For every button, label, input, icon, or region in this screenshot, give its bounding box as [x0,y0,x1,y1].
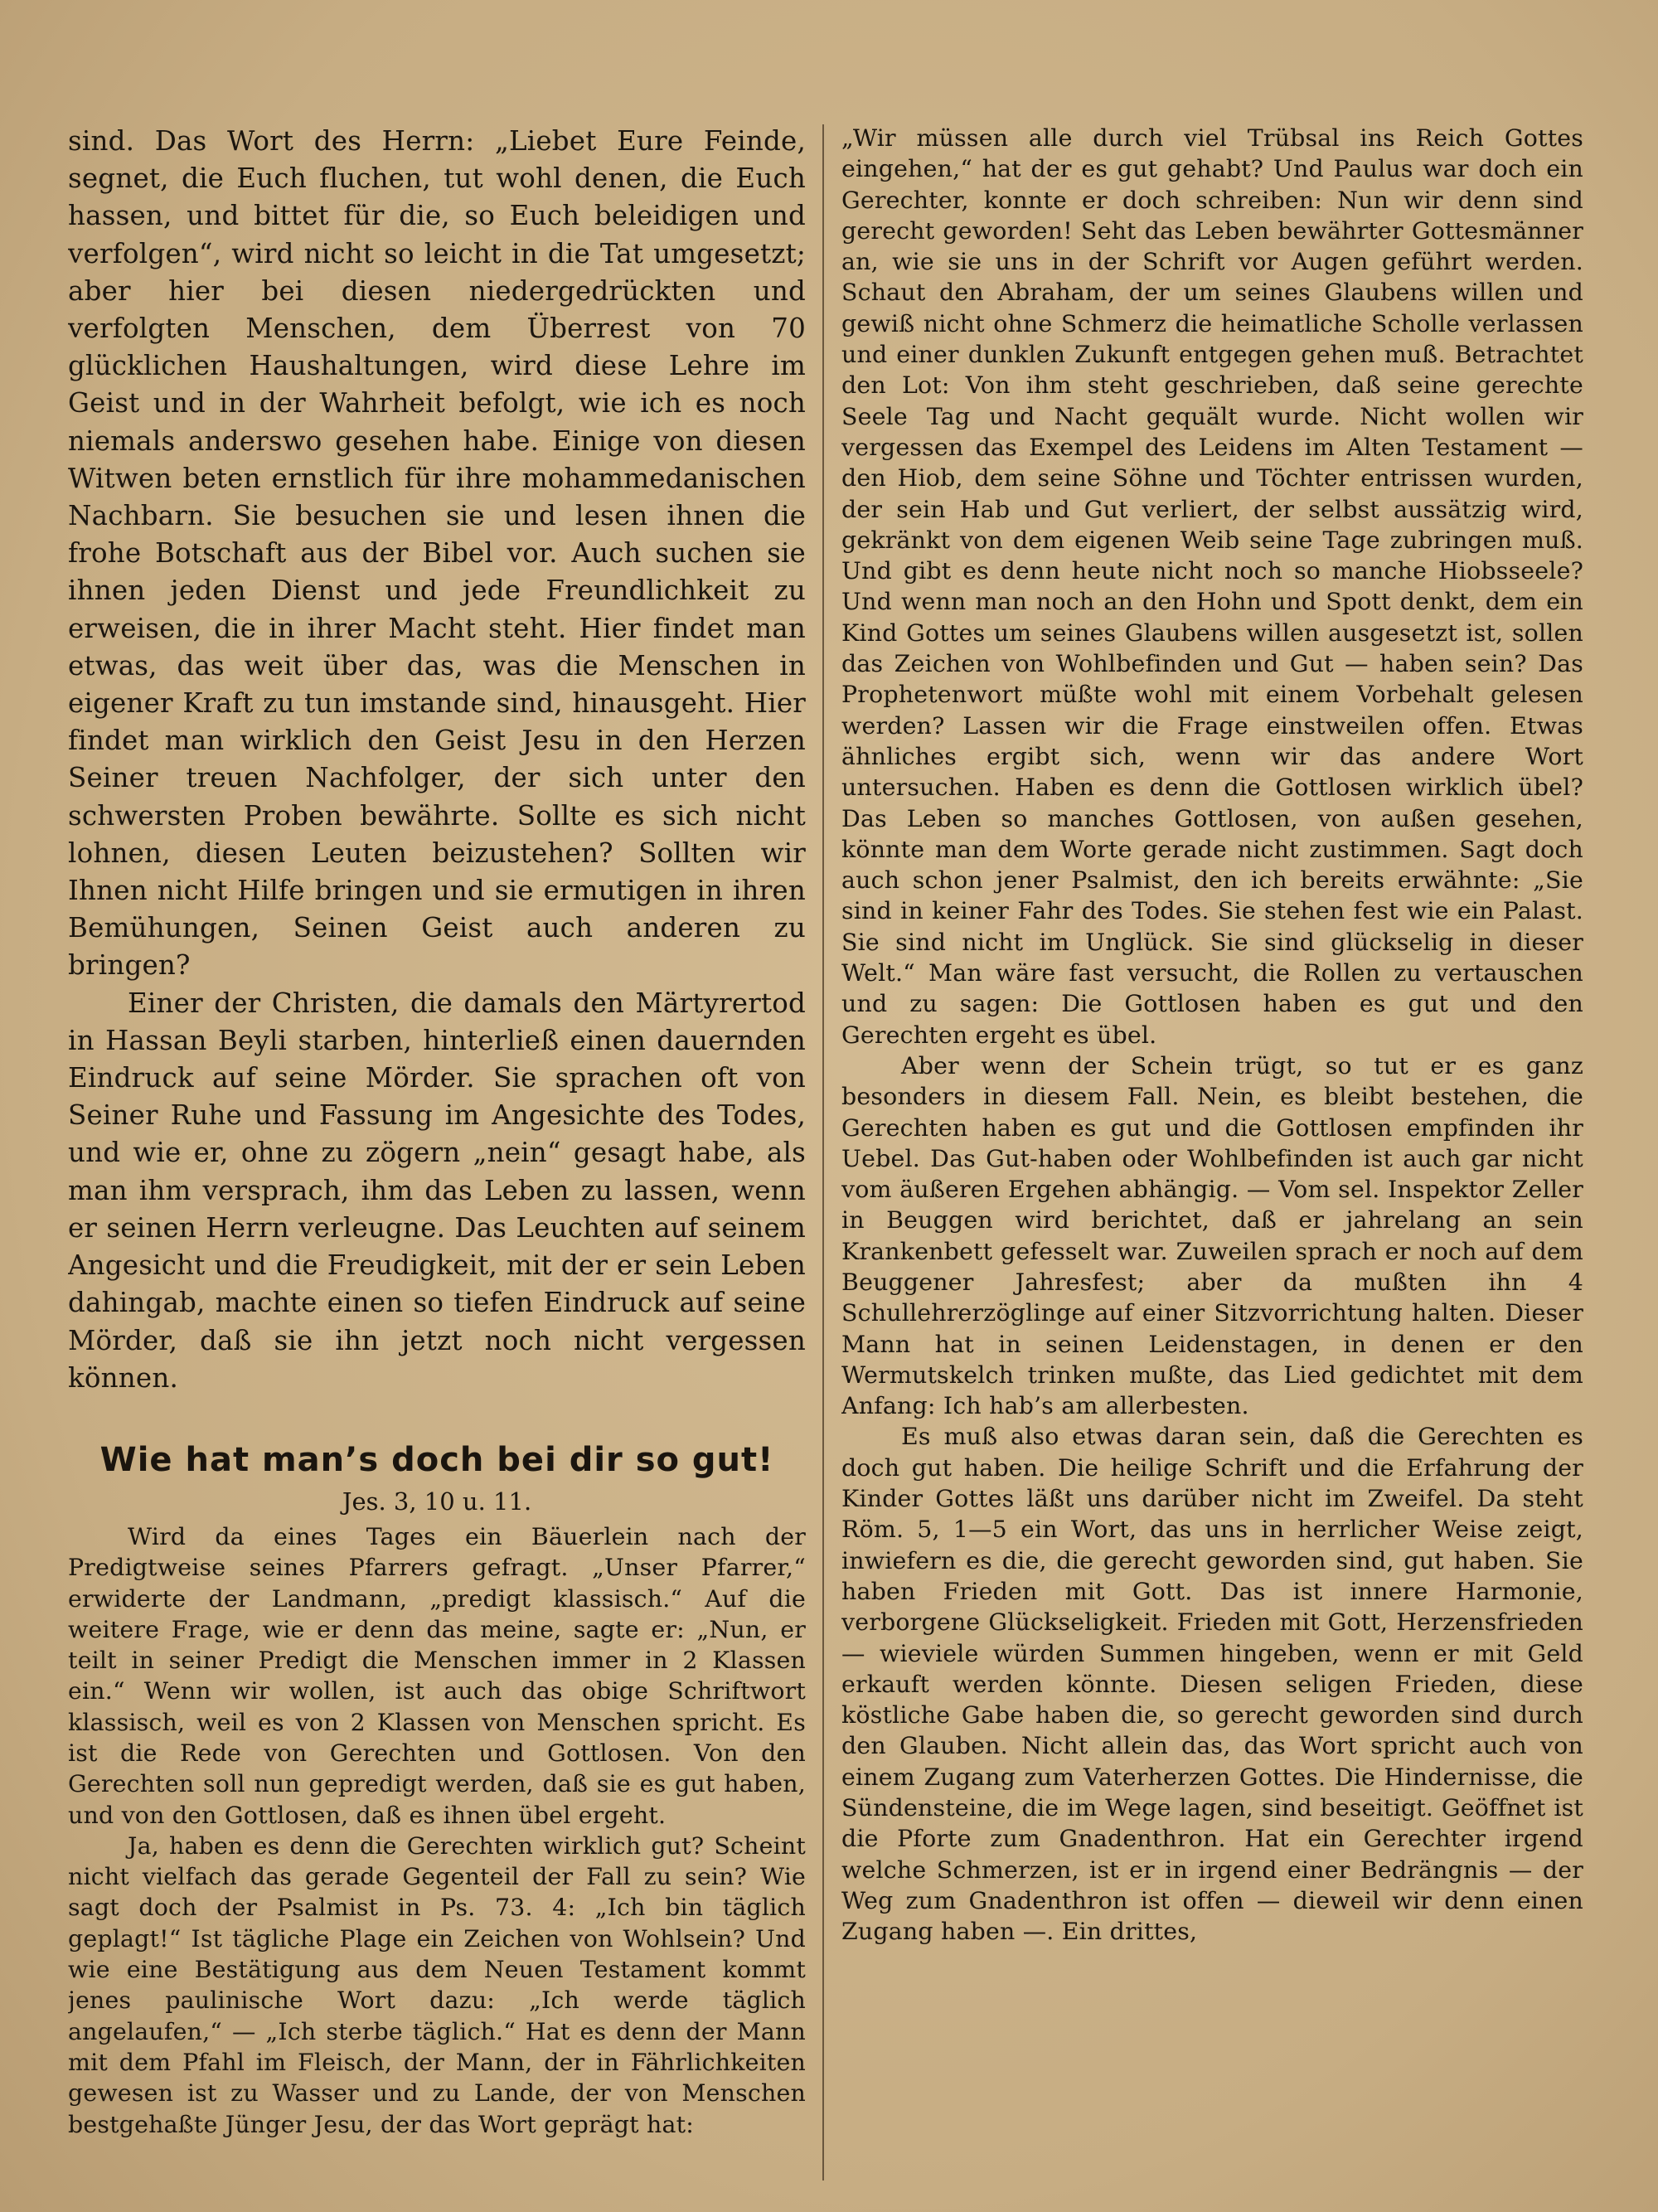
article-paragraph: Wird da eines Tages ein Bäuerlein nach der Predigtweise seines Pfarrers gefragt. „Unser Pfarrer,“ erwiderte der Landmann, „predigt klassisch.“ Auf die weitere Frage, wie er denn das meine, sagte er: „Nun, er teilt in seiner Predigt die Menschen immer in 2 Klassen ein.“ Wenn wir wollen, ist auch das obige Schriftwort klassisch, weil es von 2 Klassen von Menschen spricht. Es ist die Rede von Gerechten und Gottlosen. Von den Gerechten soll nun gepredigt werden, daß sie es gut haben, und von den Gottlosen, daß es ihnen übel ergeht. [68,1522,806,1829]
article [68,1437,806,2140]
left-column [68,123,806,2171]
article-paragraph: Ja, haben es denn die Gerechten wirklich gut? Scheint nicht vielfach das gerade Gegenteil der Fall zu sein? Wie sagt doch der Psalmist in Ps. 73. 4: „Ich bin täglich geplagt!“ Ist tägliche Plage ein Zeichen von Wohlsein? Und wie eine Bestätigung aus dem Neuen Testament kommt jenes paulinische Wort dazu: „Ich werde täglich angelaufen,“ — „Ich sterbe täglich.“ Hat es denn der Mann mit dem Pfahl im Fleisch, der Mann, der in Fährlichkeiten gewesen ist zu Wasser und zu Lande, der von Menschen bestgehaßte Jünger Jesu, der das Wort geprägt hat: [68,1831,806,2138]
article-heading [68,1437,806,1518]
article-paragraph: Aber wenn der Schein trügt, so tut er es ganz besonders in diesem Fall. Nein, es bleibt bestehen, die Gerechten haben es gut und die Gottlosen empfinden ihr Uebel. Das Gut-haben oder Wohlbefinden ist auch gar nicht vom äußeren Ergehen abhängig. — Vom sel. Inspektor Zeller in Beuggen wird berichtet, daß er jahrelang an sein Krankenbett gefesselt war. Zuweilen sprach er noch auf dem Beuggener Jahresfest; aber da mußten ihn 4 Schullehrerzöglinge auf einer Sitzvorrichtung halten. Dieser Mann hat in seinen Leidenstagen, in denen er den Wermutskelch trinken mußte, das Lied gedichtet mit dem Anfang: Ich hab’s am allerbesten. [841,1051,1583,1420]
scripture-reference: Jes. 3, 10 u. 11. [342,1487,532,1516]
column-divider [822,124,824,2180]
right-column [841,123,1583,2171]
article-paragraph: Es muß also etwas daran sein, daß die Gerechten es doch gut haben. Die heilige Schrift und die Erfahrung der Kinder Gottes läßt uns darüber nicht im Zweifel. Da steht Röm. 5, 1—5 ein Wort, das uns in herrlicher Weise zeigt, inwiefern es die, die gerecht geworden sind, gut haben. Sie haben Frieden mit Gott. Das ist innere Harmonie, verborgene Glückseligkeit. Frieden mit Gott, Herzensfrieden — wieviele würden Summen hingeben, wenn er mit Geld erkauft werden könnte. Diesen seligen Frieden, diese köstliche Gabe haben die, so gerecht geworden sind durch den Glauben. Nicht allein das, das Wort spricht auch von einem Zugang zum Vaterherzen Gottes. Die Hindernisse, die Sündensteine, die im Wege lagen, sind beseitigt. Geöffnet ist die Pforte zum Gnadenthron. Hat ein Gerechter irgend welche Schmerzen, ist er in irgend einer Bedrängnis — der Weg zum Gnadenthron ist offen — dieweil wir denn einen Zugang haben —. Ein drittes, [841,1423,1583,1946]
body-paragraph: sind. Das Wort des Herrn: „Liebet Eure Feinde, segnet, die Euch fluchen, tut wohl denen, die Euch hassen, und bittet für die, so Euch beleidigen und verfolgen“, wird nicht so leicht in die Tat umgesetzt; aber hier bei diesen niedergedrückten und verfolgten Menschen, dem Überrest von 70 glücklichen Haushaltungen, wird diese Lehre im Geist und in der Wahrheit befolgt, wie ich es noch niemals anderswo gesehen habe. Einige von diesen Witwen beten ernstlich für ihre mohammedanischen Nachbarn. Sie besuchen sie und lesen ihnen die frohe Botschaft aus der Bibel vor. Auch suchen sie ihnen jeden Dienst und jede Freundlichkeit zu erweisen, die in ihrer Macht steht. Hier findet man etwas, das weit über das, was die Menschen in eigener Kraft zu tun imstande sind, hinausgeht. Hier findet man wirklich den Geist Jesu in den Herzen Seiner treuen Nachfolger, der sich unter den schwersten Proben bewährte. Sollte es sich nicht lohnen, diesen Leuten beizustehen? Sollten wir Ihnen nicht Hilfe bringen und sie ermutigen in ihren Bemühungen, Seinen Geist auch anderen zu bringen? [68,125,806,982]
article-paragraph: „Wir müssen alle durch viel Trübsal ins Reich Gottes eingehen,“ hat der es gut gehabt? Und Paulus war doch ein Gerechter, konnte er doch schreiben: Nun wir denn sind gerecht geworden! Seht das Leben bewährter Gottesmänner an, wie sie uns in der Schrift vor Augen geführt werden. Schaut den Abraham, der um seines Glaubens willen und gewiß nicht ohne Schmerz die heimatliche Scholle verlassen und einer dunklen Zukunft entgegen gehen muß. Betrachtet den Lot: Von ihm steht geschrieben, daß seine gerechte Seele Tag und Nacht gequält wurde. Nicht wollen wir vergessen das Exempel des Leidens im Alten Testament — den Hiob, dem seine Söhne und Töchter entrissen wurden, der sein Hab und Gut verliert, der selbst aussätzig wird, gekränkt von dem eigenen Weib seine Tage zubringen muß. Und gibt es denn heute nicht noch so manche Hiobsseele? Und wenn man noch an den Hohn und Spott denkt, dem ein Kind Gottes um seines Glaubens willen ausgesetzt ist, sollen das Zeichen von Wohlbefinden und Gut — haben sein? Das Prophetenwort müßte wohl mit einem Vorbehalt gelesen werden? Lassen wir die Frage einstweilen offen. Etwas ähnliches ergibt sich, wenn wir das andere Wort untersuchen. Haben es denn die Gottlosen wirklich übel? Das Leben so manches Gottlosen, von außen gesehen, könnte man dem Worte gerade nicht zustimmen. Sagt doch auch schon jener Psalmist, den ich bereits erwähnte: „Sie sind in keiner Fahr des Todes. Sie stehen fest wie ein Palast. Sie sind nicht im Unglück. Sie sind glückselig in dieser Welt.“ Man wäre fast versucht, die Rollen zu vertauschen und zu sagen: Die Gottlosen haben es gut und den Gerechten ergeht es übel. [841,124,1583,1049]
article-title: Wie hat man’s doch bei dir so gut! [99,1440,774,1479]
body-paragraph: Einer der Christen, die damals den Märtyrertod in Hassan Beyli starben, hinterließ einen dauernden Eindruck auf seine Mörder. Sie sprachen oft von Seiner Ruhe und Fassung im Angesichte des Todes, und wie er, ohne zu zögern „nein“ gesagt habe, als man ihm versprach, ihm das Leben zu lassen, wenn er seinen Herrn verleugne. Das Leuchten auf seinem Angesicht und die Freudigkeit, mit der er sein Leben dahingab, machte einen so tiefen Eindruck auf seine Mörder, daß sie ihn jetzt noch nicht vergessen können. [68,987,806,1394]
